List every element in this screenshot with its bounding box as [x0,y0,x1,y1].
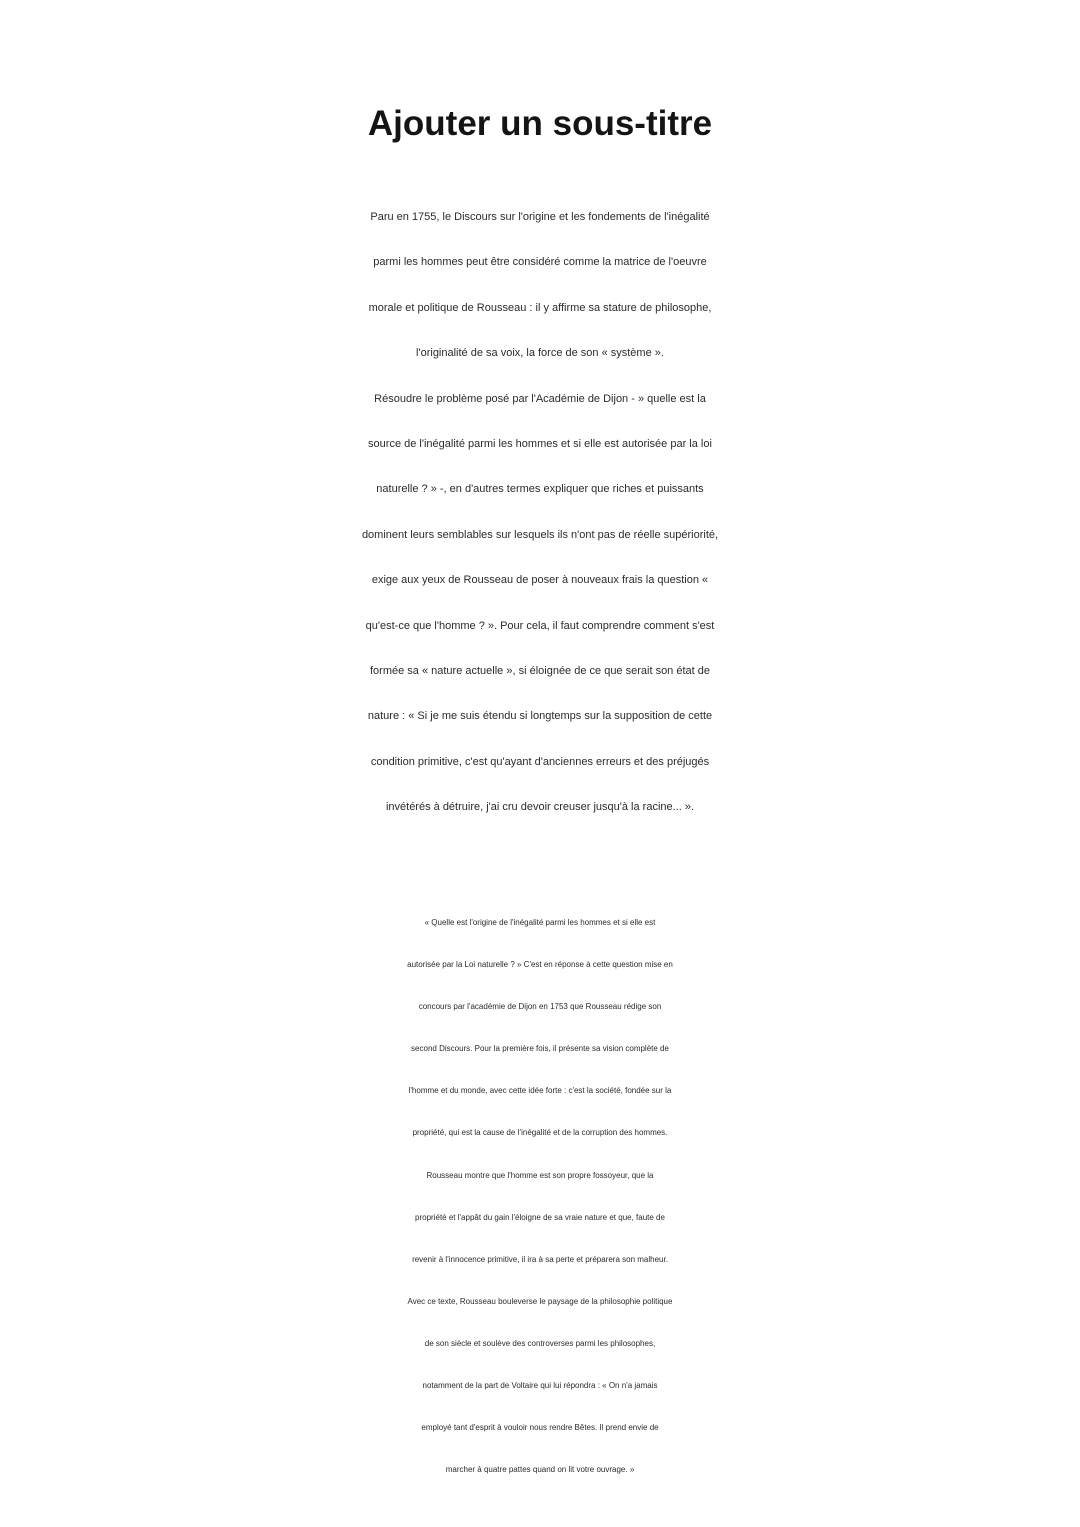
text-line: naturelle ? » -, en d'autres termes expliquer que riches et puissants [376,483,704,496]
text-line: propriété et l'appât du gain l'éloigne de sa vraie nature et que, faute de [415,1212,665,1222]
text-line: revenir à l'innocence primitive, il ira à sa perte et préparera son malheur. [412,1254,668,1264]
text-line: Paru en 1755, le Discours sur l'origine et les fondements de l'inégalité [370,211,710,223]
text-line: marcher à quatre pattes quand on lit votre ouvrage. » [445,1465,635,1475]
text-line: « Quelle est l'origine de l'inégalité parmi les hommes et si elle est [424,918,656,927]
text-line: Avec ce texte, Rousseau bouleverse le paysage de la philosophie politique [407,1296,673,1306]
paragraph-quote [0,902,1080,1491]
text-line: exige aux yeux de Rousseau de poser à nouveaux frais la question « [371,574,709,587]
text-line: nature : « Si je me suis étendu si longtemps sur la supposition de cette [367,710,713,723]
text-line: qu'est-ce que l'homme ? ». Pour cela, il faut comprendre comment s'est [365,619,715,632]
text-line: l'originalité de sa voix, la force de son « système ». [416,347,664,360]
page-title: Ajouter un sous-titre [367,104,713,144]
text-line: Rousseau montre que l'homme est son propre fossoyeur, que la [426,1170,654,1180]
text-line: formée sa « nature actuelle », si éloignée de ce que serait son état de [370,664,710,677]
text-line: concours par l'académie de Dijon en 1753 que Rousseau rédige son [418,1002,662,1012]
text-line: propriété, qui est la cause de l’inégalité et de la corruption des hommes. [412,1128,668,1138]
text-line: notamment de la part de Voltaire qui lui répondra : « On n'a jamais [422,1381,658,1391]
text-line: employé tant d'esprit à vouloir nous rendre Bêtes. Il prend envie de [421,1423,659,1433]
text-line: condition primitive, c'est qu'ayant d'anciennes erreurs et des préjugés [370,755,710,768]
text-line: dominent leurs semblables sur lesquels ils n'ont pas de réelle supériorité, [361,528,719,541]
text-line: de son siècle et soulève des controverses parmi les philosophes, [424,1338,656,1348]
text-line: parmi les hommes peut être considéré comme la matrice de l'oeuvre [373,256,707,269]
text-line: second Discours. Pour la première fois, il présente sa vision complète de [411,1044,669,1054]
text-line: Résoudre le problème posé par l'Académie de Dijon - » quelle est la [374,392,706,405]
text-line: morale et politique de Rousseau : il y affirme sa stature de philosophe, [368,301,712,314]
text-line: invétérés à détruire, j'ai cru devoir creuser jusqu'à la racine... ». [385,801,695,814]
text-line: autorisée par la Loi naturelle ? » C'est en réponse à cette question mise en [407,960,673,970]
text-line: l'homme et du monde, avec cette idée forte : c'est la société, fondée sur la [408,1086,672,1096]
text-line: source de l'inégalité parmi les hommes et si elle est autorisée par la loi [368,437,712,450]
paragraph-intro [0,195,1080,830]
